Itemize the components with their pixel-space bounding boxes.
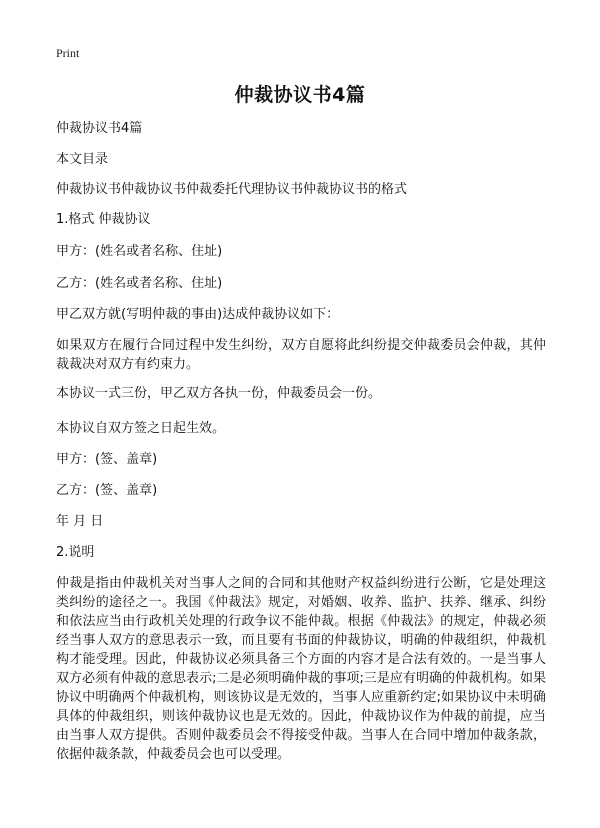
party-b-line: 乙方：(姓名或者名称、住址) xyxy=(56,276,223,291)
toc-line[interactable]: 仲裁协议书仲裁协议书仲裁委托代理协议书仲裁协议书的格式 xyxy=(56,182,408,197)
clause-dispute: 如果双方在履行合同过程中发生纠纷，双方自愿将此纠纷提交仲裁委员会仲裁，其仲裁裁决对双方有约束力。 xyxy=(56,338,546,372)
sign-a-line: 甲方：(签、盖章) xyxy=(56,452,158,467)
document-subtitle: 仲裁协议书4篇 xyxy=(56,121,143,136)
print-link[interactable]: Print xyxy=(56,46,80,60)
intro-line: 甲乙双方就(写明仲裁的事由)达成仲裁协议如下： xyxy=(56,307,340,322)
clause-copies: 本协议一式三份，甲乙双方各执一份，仲裁委员会一份。 xyxy=(56,386,382,401)
date-line: 年 月 日 xyxy=(56,514,104,529)
toc-heading: 本文目录 xyxy=(56,152,109,167)
section-heading-format: 1.格式 仲裁协议 xyxy=(56,212,151,227)
explanation-paragraph: 仲裁是指由仲裁机关对当事人之间的合同和其他财产权益纠纷进行公断，它是处理这类纠纷的途径之一。我国《仲裁法》规定，对婚姻、收养、监护、扶养、继承、纠纷和依法应当由行政机关处理的行政争议不能仲裁。根据《仲裁法》的规定，仲裁必须经当事人双方的意思表示一致，而且要有书面的仲裁协议，明确的仲裁组织，仲裁机构才能受理。因此，仲裁协议必须具备三个方面的内容才是合法有效的。一是当事人双方必须有仲裁的意思表示;二是必须明确仲裁的事项;三是应有明确的仲裁机构。如果协议中明确两个仲裁机构，则该协议是无效的，当事人应重新约定;如果协议中未明确具体的仲裁组织，则该仲裁协议也是无效的。因此，仲裁协议作为仲裁的前提，应当由当事人双方提供。否则仲裁委员会不得接受仲裁。当事人在合同中增加仲裁条款，依据仲裁条款，仲裁委员会也可以受理。 xyxy=(56,576,546,762)
section-heading-explanation: 2.说明 xyxy=(56,545,95,560)
clause-effective: 本协议自双方签之日起生效。 xyxy=(56,421,226,436)
document-title: 仲裁协议书4篇 xyxy=(234,84,366,106)
party-a-line: 甲方：(姓名或者名称、住址) xyxy=(56,244,223,259)
sign-b-line: 乙方：(签、盖章) xyxy=(56,483,158,498)
